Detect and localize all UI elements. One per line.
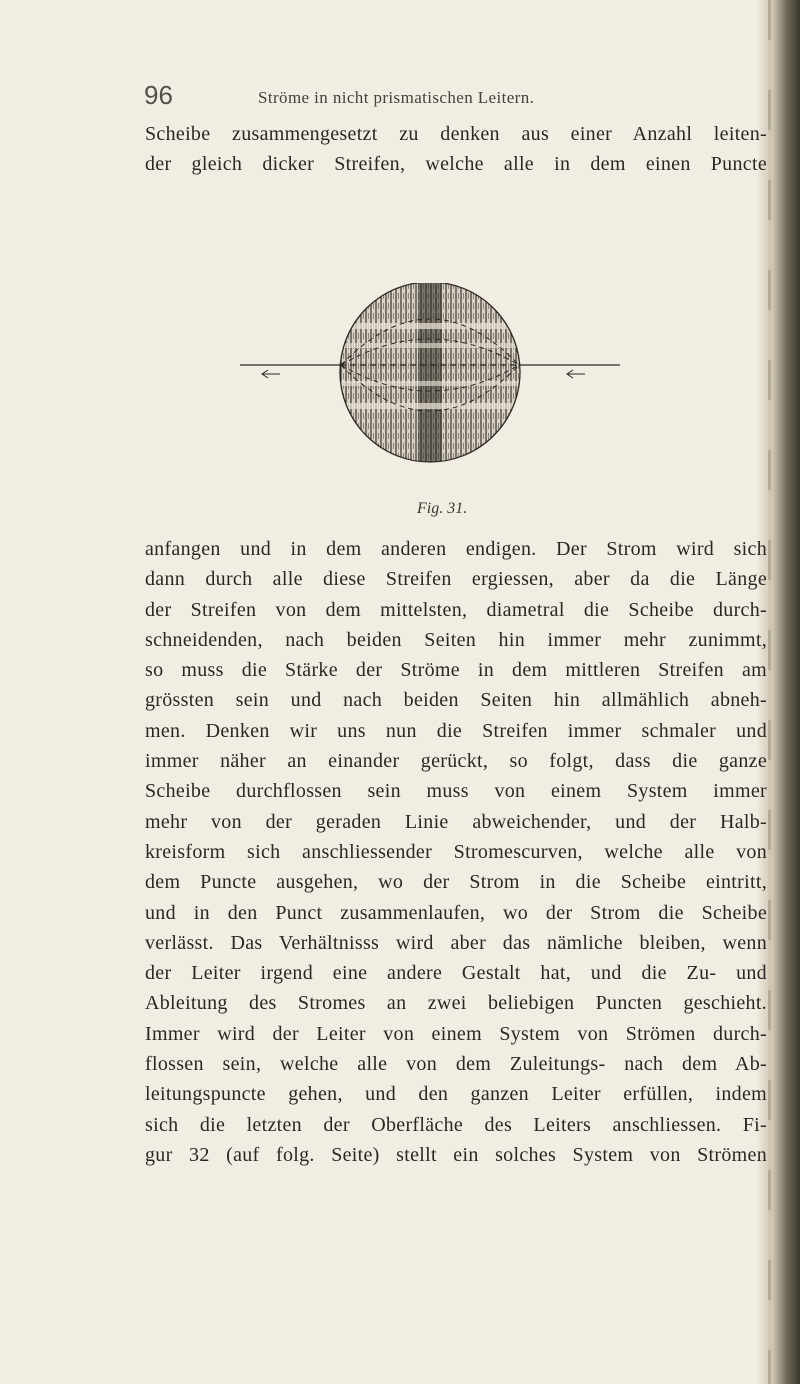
page-number: 96 [144,80,173,110]
figure-caption: Fig. 31. [417,500,468,517]
text-line: der Streifen von dem mittelsten, diametral die Scheibe durch- [145,598,767,621]
text-line: Scheibe durchflossen sein muss von einem System immer [145,780,767,803]
text-line: der gleich dicker Streifen, welche alle in dem einen Puncte [145,153,767,175]
text-line: Scheibe zusammengesetzt zu denken aus einer Anzahl leiten- [145,123,767,145]
text-line: der Leiter irgend eine andere Gestalt hat, und die Zu- und [145,962,767,985]
left-arrow-icon [262,370,280,378]
disc-hatching [340,283,520,462]
running-head: Ströme in nicht prismatischen Leitern. [258,88,535,107]
paragraph-main [145,534,767,1170]
text-line: flossen sein, welche alle von dem Zuleitungs- nach dem Ab- [145,1053,767,1076]
text-line: mehr von der geraden Linie abweichender, und der Halb- [145,810,767,833]
text-line: leitungspuncte gehen, und den ganzen Leiter erfüllen, indem [145,1083,767,1106]
text-line: anfangen und in dem anderen endigen. Der Strom wird sich [145,538,767,560]
text-line: sich die letzten der Oberfläche des Leiters anschliessen. Fi- [145,1113,767,1136]
page-header [144,80,724,120]
paragraph-top [145,119,767,179]
figure-disc-diagram [240,283,620,483]
right-arrow-icon [567,370,585,378]
text-line: gur 32 (auf folg. Seite) stellt ein solches System von Strömen [145,1143,767,1166]
disc-diagram-svg [240,283,620,483]
text-line: verlässt. Das Verhältnisss wird aber das nämliche bleiben, wenn [145,931,767,954]
text-line: immer näher an einander gerückt, so folgt, dass die ganze [145,750,767,773]
text-line: dem Puncte ausgehen, wo der Strom in die Scheibe eintritt, [145,871,767,894]
text-line: men. Denken wir uns nun die Streifen immer schmaler und [145,719,767,742]
text-line: Immer wird der Leiter von einem System von Strömen durch- [145,1022,767,1045]
text-line: und in den Punct zusammenlaufen, wo der Strom die Scheibe [145,901,767,924]
text-line: kreisform sich anschliessender Stromescurven, welche alle von [145,840,767,863]
text-line: dann durch alle diese Streifen ergiessen, aber da die Länge [145,568,767,591]
text-line: Ableitung des Stromes an zwei beliebigen Puncten geschieht. [145,992,767,1015]
text-line: so muss die Stärke der Ströme in dem mittleren Streifen am [145,659,767,682]
text-line: grössten sein und nach beiden Seiten hin allmählich abneh- [145,689,767,712]
text-line: schneidenden, nach beiden Seiten hin immer mehr zunimmt, [145,628,767,651]
